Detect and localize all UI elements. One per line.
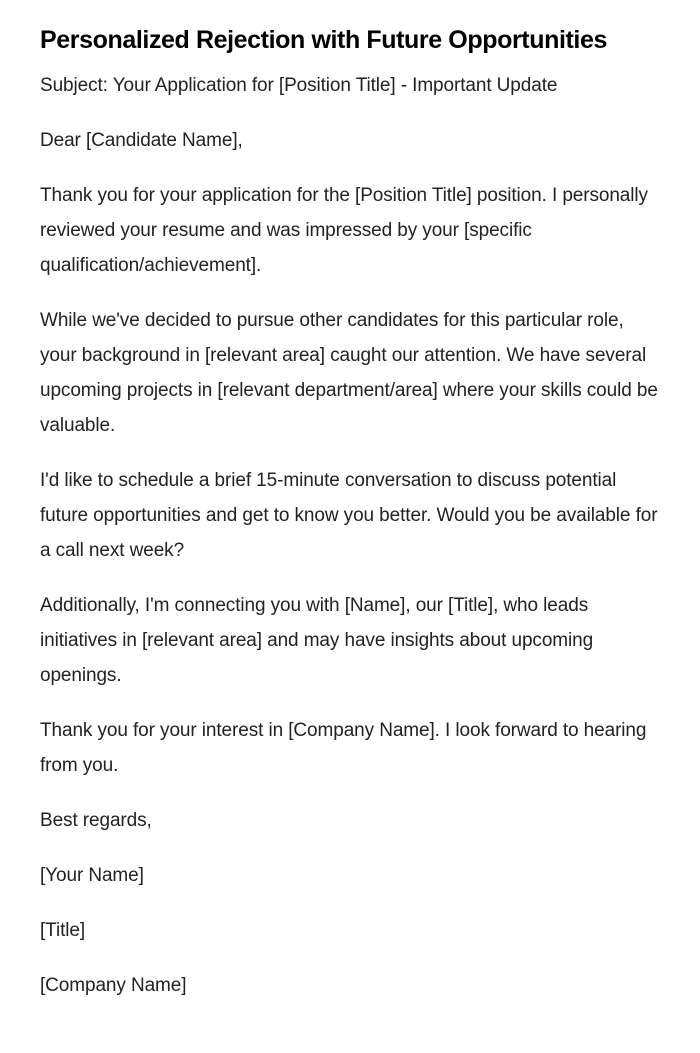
body-paragraph-closing-thanks: Thank you for your interest in [Company Name]. I look forward to hearing from you.: [40, 720, 647, 776]
signature-title: [Title]: [40, 920, 86, 941]
body-paragraph-rejection-notice: While we've decided to pursue other candidates for this particular role, your background in [relevant area] caught our attention. We have several upcoming projects in [relevant department/area] where your skills could be valuable.: [40, 310, 658, 436]
signature-name: [Your Name]: [40, 865, 144, 886]
document-title: Personalized Rejection with Future Opportunities: [40, 26, 607, 54]
signature-company: [Company Name]: [40, 975, 187, 996]
subject-line: Subject: Your Application for [Position Title] - Important Update: [40, 75, 558, 96]
body-paragraph-application-thanks: Thank you for your application for the [Position Title] position. I personally reviewed your resume and was impressed by your [specific qualification/achievement].: [40, 185, 648, 276]
salutation: Dear [Candidate Name],: [40, 130, 243, 151]
body-paragraph-connection: Additionally, I'm connecting you with [Name], our [Title], who leads initiatives in [relevant area] and may have insights about upcoming openings.: [40, 595, 594, 686]
closing: Best regards,: [40, 810, 152, 831]
body-paragraph-call-request: I'd like to schedule a brief 15-minute conversation to discuss potential future opportunities and get to know you better. Would you be available for a call next week?: [40, 470, 658, 561]
